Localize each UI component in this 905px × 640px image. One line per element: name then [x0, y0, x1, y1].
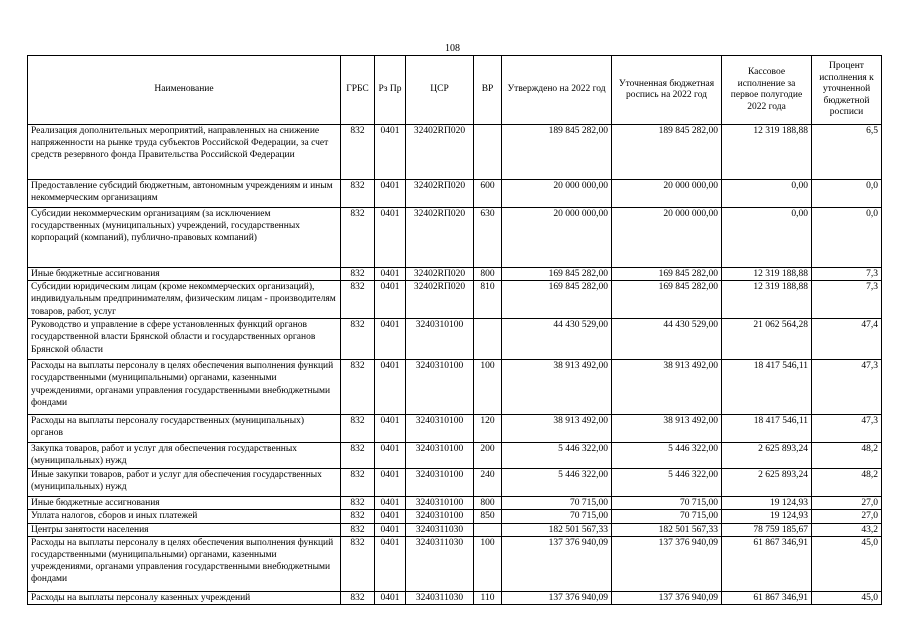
row-rzpr-cell: 0401 [375, 523, 406, 536]
row-name-cell: Центры занятости населения [28, 523, 341, 536]
row-percent-cell: 0,0 [812, 180, 882, 208]
row-grbs-cell: 832 [341, 268, 375, 281]
row-refined-cell: 169 845 282,00 [612, 268, 722, 281]
row-approved-cell: 38 913 492,00 [502, 415, 612, 443]
row-csr-cell: 3240310100 [406, 443, 474, 469]
row-name-cell: Иные бюджетные ассигнования [28, 497, 341, 510]
row-csr-cell: 3240310100 [406, 510, 474, 523]
table-row [28, 523, 882, 536]
row-grbs-cell: 832 [341, 469, 375, 497]
header-rzpr: Рз Пр [375, 56, 406, 125]
row-executed-cell: 0,00 [722, 208, 812, 268]
table-row [28, 469, 882, 497]
row-executed-cell: 2 625 893,24 [722, 443, 812, 469]
row-csr-cell: 3240310100 [406, 469, 474, 497]
row-refined-cell: 137 376 940,09 [612, 591, 722, 604]
header-approved: Утверждено на 2022 год [502, 56, 612, 125]
row-approved-cell: 137 376 940,09 [502, 591, 612, 604]
row-rzpr-cell: 0401 [375, 536, 406, 591]
header-percent: Процент исполнения к уточненной бюджетной росписи [812, 56, 882, 125]
row-rzpr-cell: 0401 [375, 319, 406, 360]
row-csr-cell: 32402RП020 [406, 208, 474, 268]
row-name-cell: Расходы на выплаты персоналу казенных учреждений [28, 591, 341, 604]
row-executed-cell: 18 417 546,11 [722, 415, 812, 443]
table-header-row [28, 56, 882, 125]
row-percent-cell: 27,0 [812, 497, 882, 510]
row-rzpr-cell: 0401 [375, 360, 406, 415]
table-row [28, 443, 882, 469]
budget-table [27, 55, 882, 605]
header-executed: Кассовое исполнение за первое полугодие 2022 года [722, 56, 812, 125]
row-csr-cell: 3240311030 [406, 591, 474, 604]
row-executed-cell: 78 759 185,67 [722, 523, 812, 536]
table-row [28, 415, 882, 443]
row-executed-cell: 18 417 546,11 [722, 360, 812, 415]
row-refined-cell: 20 000 000,00 [612, 180, 722, 208]
row-approved-cell: 169 845 282,00 [502, 268, 612, 281]
row-name-cell: Руководство и управление в сфере установленных функций органов государственной власти Брянской области и государственных органов Брянской области [28, 319, 341, 360]
row-csr-cell: 3240310100 [406, 360, 474, 415]
row-vr-cell: 810 [474, 281, 502, 319]
row-csr-cell: 3240311030 [406, 523, 474, 536]
row-name-cell: Расходы на выплаты персоналу в целях обеспечения выполнения функций государственными (муниципальными) органами, казенными учреждениями, органами управления государственными внебюджетными фондами [28, 360, 341, 415]
header-vr: ВР [474, 56, 502, 125]
row-approved-cell: 70 715,00 [502, 510, 612, 523]
row-vr-cell [474, 523, 502, 536]
row-grbs-cell: 832 [341, 510, 375, 523]
row-executed-cell: 2 625 893,24 [722, 469, 812, 497]
row-approved-cell: 44 430 529,00 [502, 319, 612, 360]
row-executed-cell: 61 867 346,91 [722, 591, 812, 604]
row-percent-cell: 43,2 [812, 523, 882, 536]
row-vr-cell: 100 [474, 360, 502, 415]
row-approved-cell: 38 913 492,00 [502, 360, 612, 415]
row-name-cell: Расходы на выплаты персоналу государственных (муниципальных) органов [28, 415, 341, 443]
row-refined-cell: 182 501 567,33 [612, 523, 722, 536]
row-approved-cell: 5 446 322,00 [502, 469, 612, 497]
table-row [28, 180, 882, 208]
row-vr-cell: 110 [474, 591, 502, 604]
row-name-cell: Реализация дополнительных мероприятий, направленных на снижение напряженности на рынке труда субъектов Российской Федерации, за счет средств резервного фонда Правительства Российской Федерации [28, 125, 341, 180]
row-grbs-cell: 832 [341, 125, 375, 180]
row-percent-cell: 0,0 [812, 208, 882, 268]
row-executed-cell: 0,00 [722, 180, 812, 208]
table-row [28, 536, 882, 591]
row-executed-cell: 12 319 188,88 [722, 125, 812, 180]
row-percent-cell: 7,3 [812, 268, 882, 281]
row-approved-cell: 70 715,00 [502, 497, 612, 510]
row-vr-cell: 120 [474, 415, 502, 443]
row-rzpr-cell: 0401 [375, 469, 406, 497]
row-grbs-cell: 832 [341, 415, 375, 443]
page-number: 108 [445, 43, 460, 54]
header-refined: Уточненная бюджетная роспись на 2022 год [612, 56, 722, 125]
row-rzpr-cell: 0401 [375, 443, 406, 469]
row-percent-cell: 47,3 [812, 415, 882, 443]
row-refined-cell: 70 715,00 [612, 497, 722, 510]
row-grbs-cell: 832 [341, 497, 375, 510]
row-vr-cell: 800 [474, 268, 502, 281]
row-name-cell: Уплата налогов, сборов и иных платежей [28, 510, 341, 523]
row-grbs-cell: 832 [341, 281, 375, 319]
row-executed-cell: 21 062 564,28 [722, 319, 812, 360]
row-rzpr-cell: 0401 [375, 125, 406, 180]
row-percent-cell: 47,3 [812, 360, 882, 415]
row-name-cell: Предоставление субсидий бюджетным, автономным учреждениям и иным некоммерческим организациям [28, 180, 341, 208]
row-refined-cell: 38 913 492,00 [612, 415, 722, 443]
row-refined-cell: 70 715,00 [612, 510, 722, 523]
row-percent-cell: 45,0 [812, 536, 882, 591]
row-name-cell: Расходы на выплаты персоналу в целях обеспечения выполнения функций государственными (муниципальными) органами, казенными учреждениями, органами управления государственными внебюджетными фондами [28, 536, 341, 591]
row-refined-cell: 38 913 492,00 [612, 360, 722, 415]
row-refined-cell: 5 446 322,00 [612, 443, 722, 469]
table-row [28, 268, 882, 281]
row-approved-cell: 137 376 940,09 [502, 536, 612, 591]
table-row [28, 125, 882, 180]
row-grbs-cell: 832 [341, 360, 375, 415]
header-name: Наименование [28, 56, 341, 125]
table-row [28, 591, 882, 604]
row-executed-cell: 12 319 188,88 [722, 268, 812, 281]
row-refined-cell: 137 376 940,09 [612, 536, 722, 591]
row-rzpr-cell: 0401 [375, 510, 406, 523]
row-percent-cell: 48,2 [812, 443, 882, 469]
row-csr-cell: 32402RП020 [406, 281, 474, 319]
row-csr-cell: 3240310100 [406, 497, 474, 510]
row-csr-cell: 3240311030 [406, 536, 474, 591]
row-vr-cell [474, 125, 502, 180]
table-row [28, 319, 882, 360]
table-row [28, 360, 882, 415]
row-executed-cell: 61 867 346,91 [722, 536, 812, 591]
row-vr-cell: 800 [474, 497, 502, 510]
row-percent-cell: 7,3 [812, 281, 882, 319]
row-refined-cell: 44 430 529,00 [612, 319, 722, 360]
row-executed-cell: 12 319 188,88 [722, 281, 812, 319]
row-rzpr-cell: 0401 [375, 281, 406, 319]
row-vr-cell [474, 319, 502, 360]
row-rzpr-cell: 0401 [375, 268, 406, 281]
row-percent-cell: 48,2 [812, 469, 882, 497]
row-csr-cell: 32402RП020 [406, 268, 474, 281]
table-row [28, 497, 882, 510]
table-body [28, 125, 882, 605]
row-percent-cell: 27,0 [812, 510, 882, 523]
row-vr-cell: 600 [474, 180, 502, 208]
header-grbs: ГРБС [341, 56, 375, 125]
row-refined-cell: 20 000 000,00 [612, 208, 722, 268]
row-rzpr-cell: 0401 [375, 415, 406, 443]
row-executed-cell: 19 124,93 [722, 510, 812, 523]
row-approved-cell: 5 446 322,00 [502, 443, 612, 469]
row-percent-cell: 6,5 [812, 125, 882, 180]
row-grbs-cell: 832 [341, 536, 375, 591]
row-csr-cell: 3240310100 [406, 319, 474, 360]
row-approved-cell: 20 000 000,00 [502, 208, 612, 268]
row-rzpr-cell: 0401 [375, 497, 406, 510]
row-vr-cell: 100 [474, 536, 502, 591]
row-name-cell: Иные закупки товаров, работ и услуг для обеспечения государственных (муниципальных) нужд [28, 469, 341, 497]
row-grbs-cell: 832 [341, 591, 375, 604]
row-approved-cell: 20 000 000,00 [502, 180, 612, 208]
row-grbs-cell: 832 [341, 180, 375, 208]
row-approved-cell: 169 845 282,00 [502, 281, 612, 319]
row-name-cell: Закупка товаров, работ и услуг для обеспечения государственных (муниципальных) нужд [28, 443, 341, 469]
row-rzpr-cell: 0401 [375, 208, 406, 268]
row-refined-cell: 189 845 282,00 [612, 125, 722, 180]
row-grbs-cell: 832 [341, 443, 375, 469]
row-grbs-cell: 832 [341, 319, 375, 360]
row-vr-cell: 240 [474, 469, 502, 497]
row-name-cell: Субсидии некоммерческим организациям (за исключением государственных (муниципальных) учреждений, государственных корпораций (компаний), публично-правовых компаний) [28, 208, 341, 268]
table-row [28, 208, 882, 268]
row-grbs-cell: 832 [341, 523, 375, 536]
row-refined-cell: 169 845 282,00 [612, 281, 722, 319]
row-approved-cell: 189 845 282,00 [502, 125, 612, 180]
row-vr-cell: 630 [474, 208, 502, 268]
row-percent-cell: 45,0 [812, 591, 882, 604]
row-vr-cell: 850 [474, 510, 502, 523]
row-percent-cell: 47,4 [812, 319, 882, 360]
table-row [28, 281, 882, 319]
row-name-cell: Субсидии юридическим лицам (кроме некоммерческих организаций), индивидуальным предпринимателям, физическим лицам - производителям товаров, работ, услуг [28, 281, 341, 319]
row-grbs-cell: 832 [341, 208, 375, 268]
header-csr: ЦСР [406, 56, 474, 125]
row-name-cell: Иные бюджетные ассигнования [28, 268, 341, 281]
table-row [28, 510, 882, 523]
row-rzpr-cell: 0401 [375, 180, 406, 208]
row-csr-cell: 32402RП020 [406, 180, 474, 208]
row-vr-cell: 200 [474, 443, 502, 469]
row-csr-cell: 3240310100 [406, 415, 474, 443]
row-refined-cell: 5 446 322,00 [612, 469, 722, 497]
row-executed-cell: 19 124,93 [722, 497, 812, 510]
row-approved-cell: 182 501 567,33 [502, 523, 612, 536]
row-rzpr-cell: 0401 [375, 591, 406, 604]
row-csr-cell: 32402RП020 [406, 125, 474, 180]
